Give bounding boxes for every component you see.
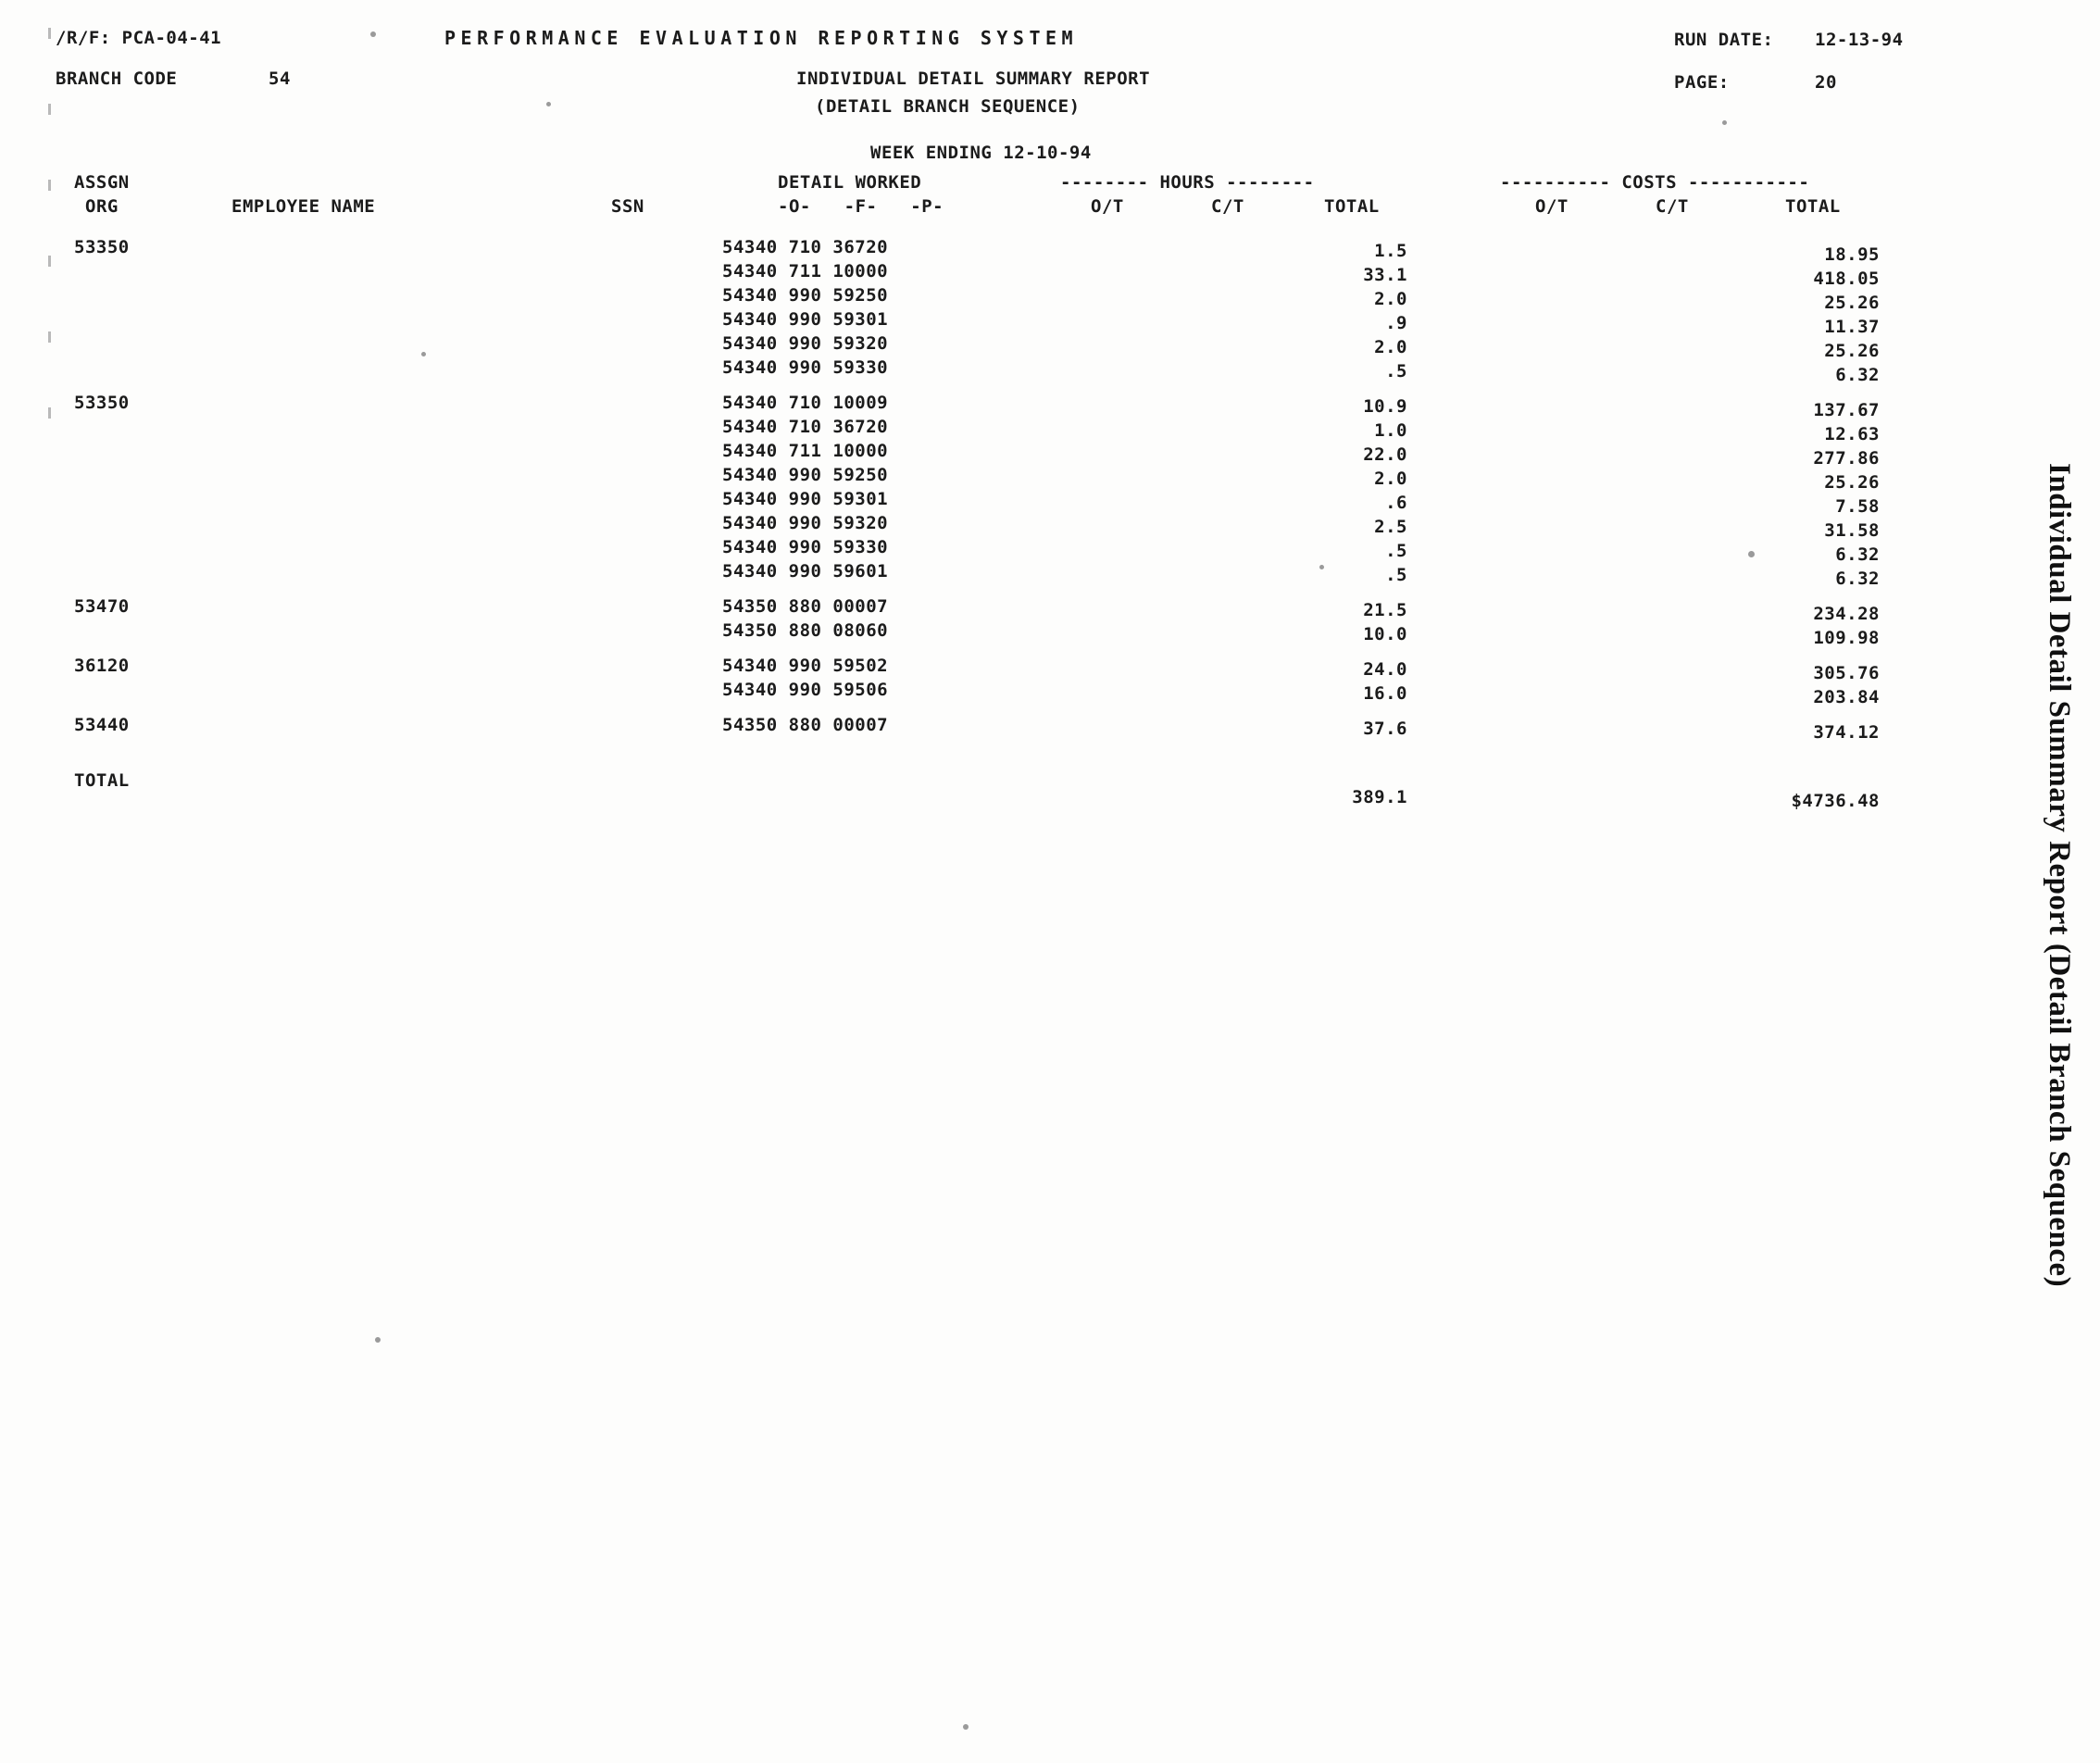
detail-group — [56, 594, 1917, 648]
costs-total-value: 109.98 — [1813, 628, 1880, 648]
table-row — [56, 619, 1917, 648]
table-row — [56, 439, 1917, 469]
costs-total-value: 203.84 — [1813, 687, 1880, 707]
hours-total-value: 2.0 — [1374, 289, 1407, 309]
branch-code-label: BRANCH CODE — [56, 69, 178, 89]
hours-total-value: 2.0 — [1374, 469, 1407, 489]
hours-total-value: 1.5 — [1374, 241, 1407, 261]
detail-worked-value: 54340 990 59301 — [722, 309, 889, 330]
detail-worked-value: 54340 990 59320 — [722, 333, 889, 354]
detail-worked-value: 54340 990 59250 — [722, 465, 889, 485]
report-body — [56, 26, 1917, 811]
column-header-row-1 — [56, 170, 1917, 194]
report-header-line-4 — [56, 120, 1917, 163]
scan-edge-marks — [48, 28, 52, 620]
report-title-line2: (DETAIL BRANCH SEQUENCE) — [815, 96, 1081, 117]
costs-total-value: 6.32 — [1835, 365, 1880, 385]
detail-group — [56, 391, 1917, 589]
report-header-line-2 — [56, 67, 1917, 94]
col-hours-ot: O/T — [1091, 196, 1124, 217]
table-row — [56, 331, 1917, 361]
col-ssn: SSN — [611, 196, 644, 217]
costs-total-value: 277.86 — [1813, 448, 1880, 469]
table-row — [56, 259, 1917, 289]
hours-total-value: .9 — [1385, 313, 1407, 333]
detail-worked-value: 54340 990 59301 — [722, 489, 889, 509]
grand-total-row — [56, 769, 1917, 811]
costs-total-value: 7.58 — [1835, 496, 1880, 517]
detail-worked-value: 54340 711 10000 — [722, 441, 889, 461]
hours-total-value: 21.5 — [1363, 600, 1407, 620]
detail-groups — [56, 235, 1917, 743]
assgn-org-value: 53350 — [74, 237, 130, 257]
week-ending: WEEK ENDING 12-10-94 — [870, 143, 1092, 163]
hours-total-value: .5 — [1385, 565, 1407, 585]
hours-total-value: 33.1 — [1363, 265, 1407, 285]
col-detail-worked: DETAIL WORKED — [778, 172, 922, 193]
hours-total-value: 24.0 — [1363, 659, 1407, 680]
col-hours-group: -------- HOURS -------- — [1060, 172, 1315, 193]
hours-total-value: 16.0 — [1363, 683, 1407, 704]
system-title: PERFORMANCE EVALUATION REPORTING SYSTEM — [444, 27, 1079, 49]
costs-total-value: 418.05 — [1813, 269, 1880, 289]
detail-worked-value: 54340 711 10000 — [722, 261, 889, 281]
hours-total-value: .5 — [1385, 541, 1407, 561]
detail-worked-value: 54340 990 59320 — [722, 513, 889, 533]
table-row — [56, 391, 1917, 420]
costs-total-value: 25.26 — [1824, 472, 1880, 493]
page-label: PAGE: — [1674, 72, 1730, 93]
hours-total-value: 2.5 — [1374, 517, 1407, 537]
col-costs-total: TOTAL — [1785, 196, 1841, 217]
costs-total-value: 374.12 — [1813, 722, 1880, 743]
side-title: Individual Detail Summary Report (Detail Branch Sequence) — [2043, 463, 2076, 1288]
form-id: /R/F: PCA-04-41 — [56, 28, 222, 48]
detail-worked-value: 54340 710 36720 — [722, 237, 889, 257]
table-row — [56, 356, 1917, 385]
col-employee-name: EMPLOYEE NAME — [231, 196, 376, 217]
report-header-line-1 — [56, 26, 1917, 54]
detail-worked-value: 54350 880 00007 — [722, 596, 889, 617]
costs-total-value: 31.58 — [1824, 520, 1880, 541]
costs-total-value: 305.76 — [1813, 663, 1880, 683]
table-row — [56, 415, 1917, 444]
page-value: 20 — [1815, 72, 1837, 93]
report-header-line-3 — [56, 94, 1917, 120]
detail-group — [56, 654, 1917, 707]
costs-total-value: 18.95 — [1824, 244, 1880, 265]
report-title-line1: INDIVIDUAL DETAIL SUMMARY REPORT — [796, 69, 1151, 89]
column-header-row-2 — [56, 194, 1917, 231]
hours-total-value: 10.0 — [1363, 624, 1407, 644]
col-costs-group: ---------- COSTS ----------- — [1500, 172, 1810, 193]
table-row — [56, 307, 1917, 337]
detail-worked-value: 54350 880 08060 — [722, 620, 889, 641]
table-row — [56, 463, 1917, 493]
col-hours-total: TOTAL — [1324, 196, 1380, 217]
table-row — [56, 559, 1917, 589]
table-row — [56, 511, 1917, 541]
hours-total-value: .5 — [1385, 361, 1407, 381]
hours-total-value: 10.9 — [1363, 396, 1407, 417]
detail-worked-value: 54340 990 59502 — [722, 656, 889, 676]
assgn-org-value: 53440 — [74, 715, 130, 735]
detail-worked-value: 54340 710 10009 — [722, 393, 889, 413]
run-date-value: 12-13-94 — [1815, 30, 1904, 50]
scan-speck — [963, 1724, 969, 1730]
costs-total-value: 12.63 — [1824, 424, 1880, 444]
grand-total-cost: $4736.48 — [1791, 791, 1880, 811]
table-row — [56, 594, 1917, 624]
detail-worked-value: 54340 710 36720 — [722, 417, 889, 437]
col-costs-ct: C/T — [1656, 196, 1689, 217]
costs-total-value: 137.67 — [1813, 400, 1880, 420]
table-row — [56, 678, 1917, 707]
costs-total-value: 25.26 — [1824, 341, 1880, 361]
assgn-org-value: 53470 — [74, 596, 130, 617]
assgn-org-value: 36120 — [74, 656, 130, 676]
scan-speck — [375, 1337, 381, 1343]
hours-total-value: 22.0 — [1363, 444, 1407, 465]
detail-group — [56, 713, 1917, 743]
table-row — [56, 235, 1917, 265]
run-date-label: RUN DATE: — [1674, 30, 1774, 50]
detail-group — [56, 235, 1917, 385]
costs-total-value: 234.28 — [1813, 604, 1880, 624]
branch-code-value: 54 — [269, 69, 291, 89]
costs-total-value: 6.32 — [1835, 544, 1880, 565]
table-row — [56, 654, 1917, 683]
col-assgn-line1: ASSGN — [74, 172, 130, 193]
costs-total-value: 6.32 — [1835, 569, 1880, 589]
table-row — [56, 487, 1917, 517]
grand-total-hours: 389.1 — [1352, 787, 1407, 807]
assgn-org-value: 53350 — [74, 393, 130, 413]
col-costs-ot: O/T — [1535, 196, 1569, 217]
table-row — [56, 535, 1917, 565]
col-detail-subheads: -O- -F- -P- — [778, 196, 944, 217]
table-row — [56, 713, 1917, 743]
detail-worked-value: 54340 990 59330 — [722, 357, 889, 378]
detail-worked-value: 54340 990 59330 — [722, 537, 889, 557]
hours-total-value: 1.0 — [1374, 420, 1407, 441]
costs-total-value: 11.37 — [1824, 317, 1880, 337]
detail-worked-value: 54340 990 59601 — [722, 561, 889, 581]
detail-worked-value: 54350 880 00007 — [722, 715, 889, 735]
col-assgn-line2: ORG — [85, 196, 119, 217]
hours-total-value: 2.0 — [1374, 337, 1407, 357]
hours-total-value: 37.6 — [1363, 719, 1407, 739]
col-hours-ct: C/T — [1211, 196, 1244, 217]
grand-total-label: TOTAL — [74, 770, 130, 791]
hours-total-value: .6 — [1385, 493, 1407, 513]
detail-worked-value: 54340 990 59250 — [722, 285, 889, 306]
costs-total-value: 25.26 — [1824, 293, 1880, 313]
detail-worked-value: 54340 990 59506 — [722, 680, 889, 700]
table-row — [56, 283, 1917, 313]
